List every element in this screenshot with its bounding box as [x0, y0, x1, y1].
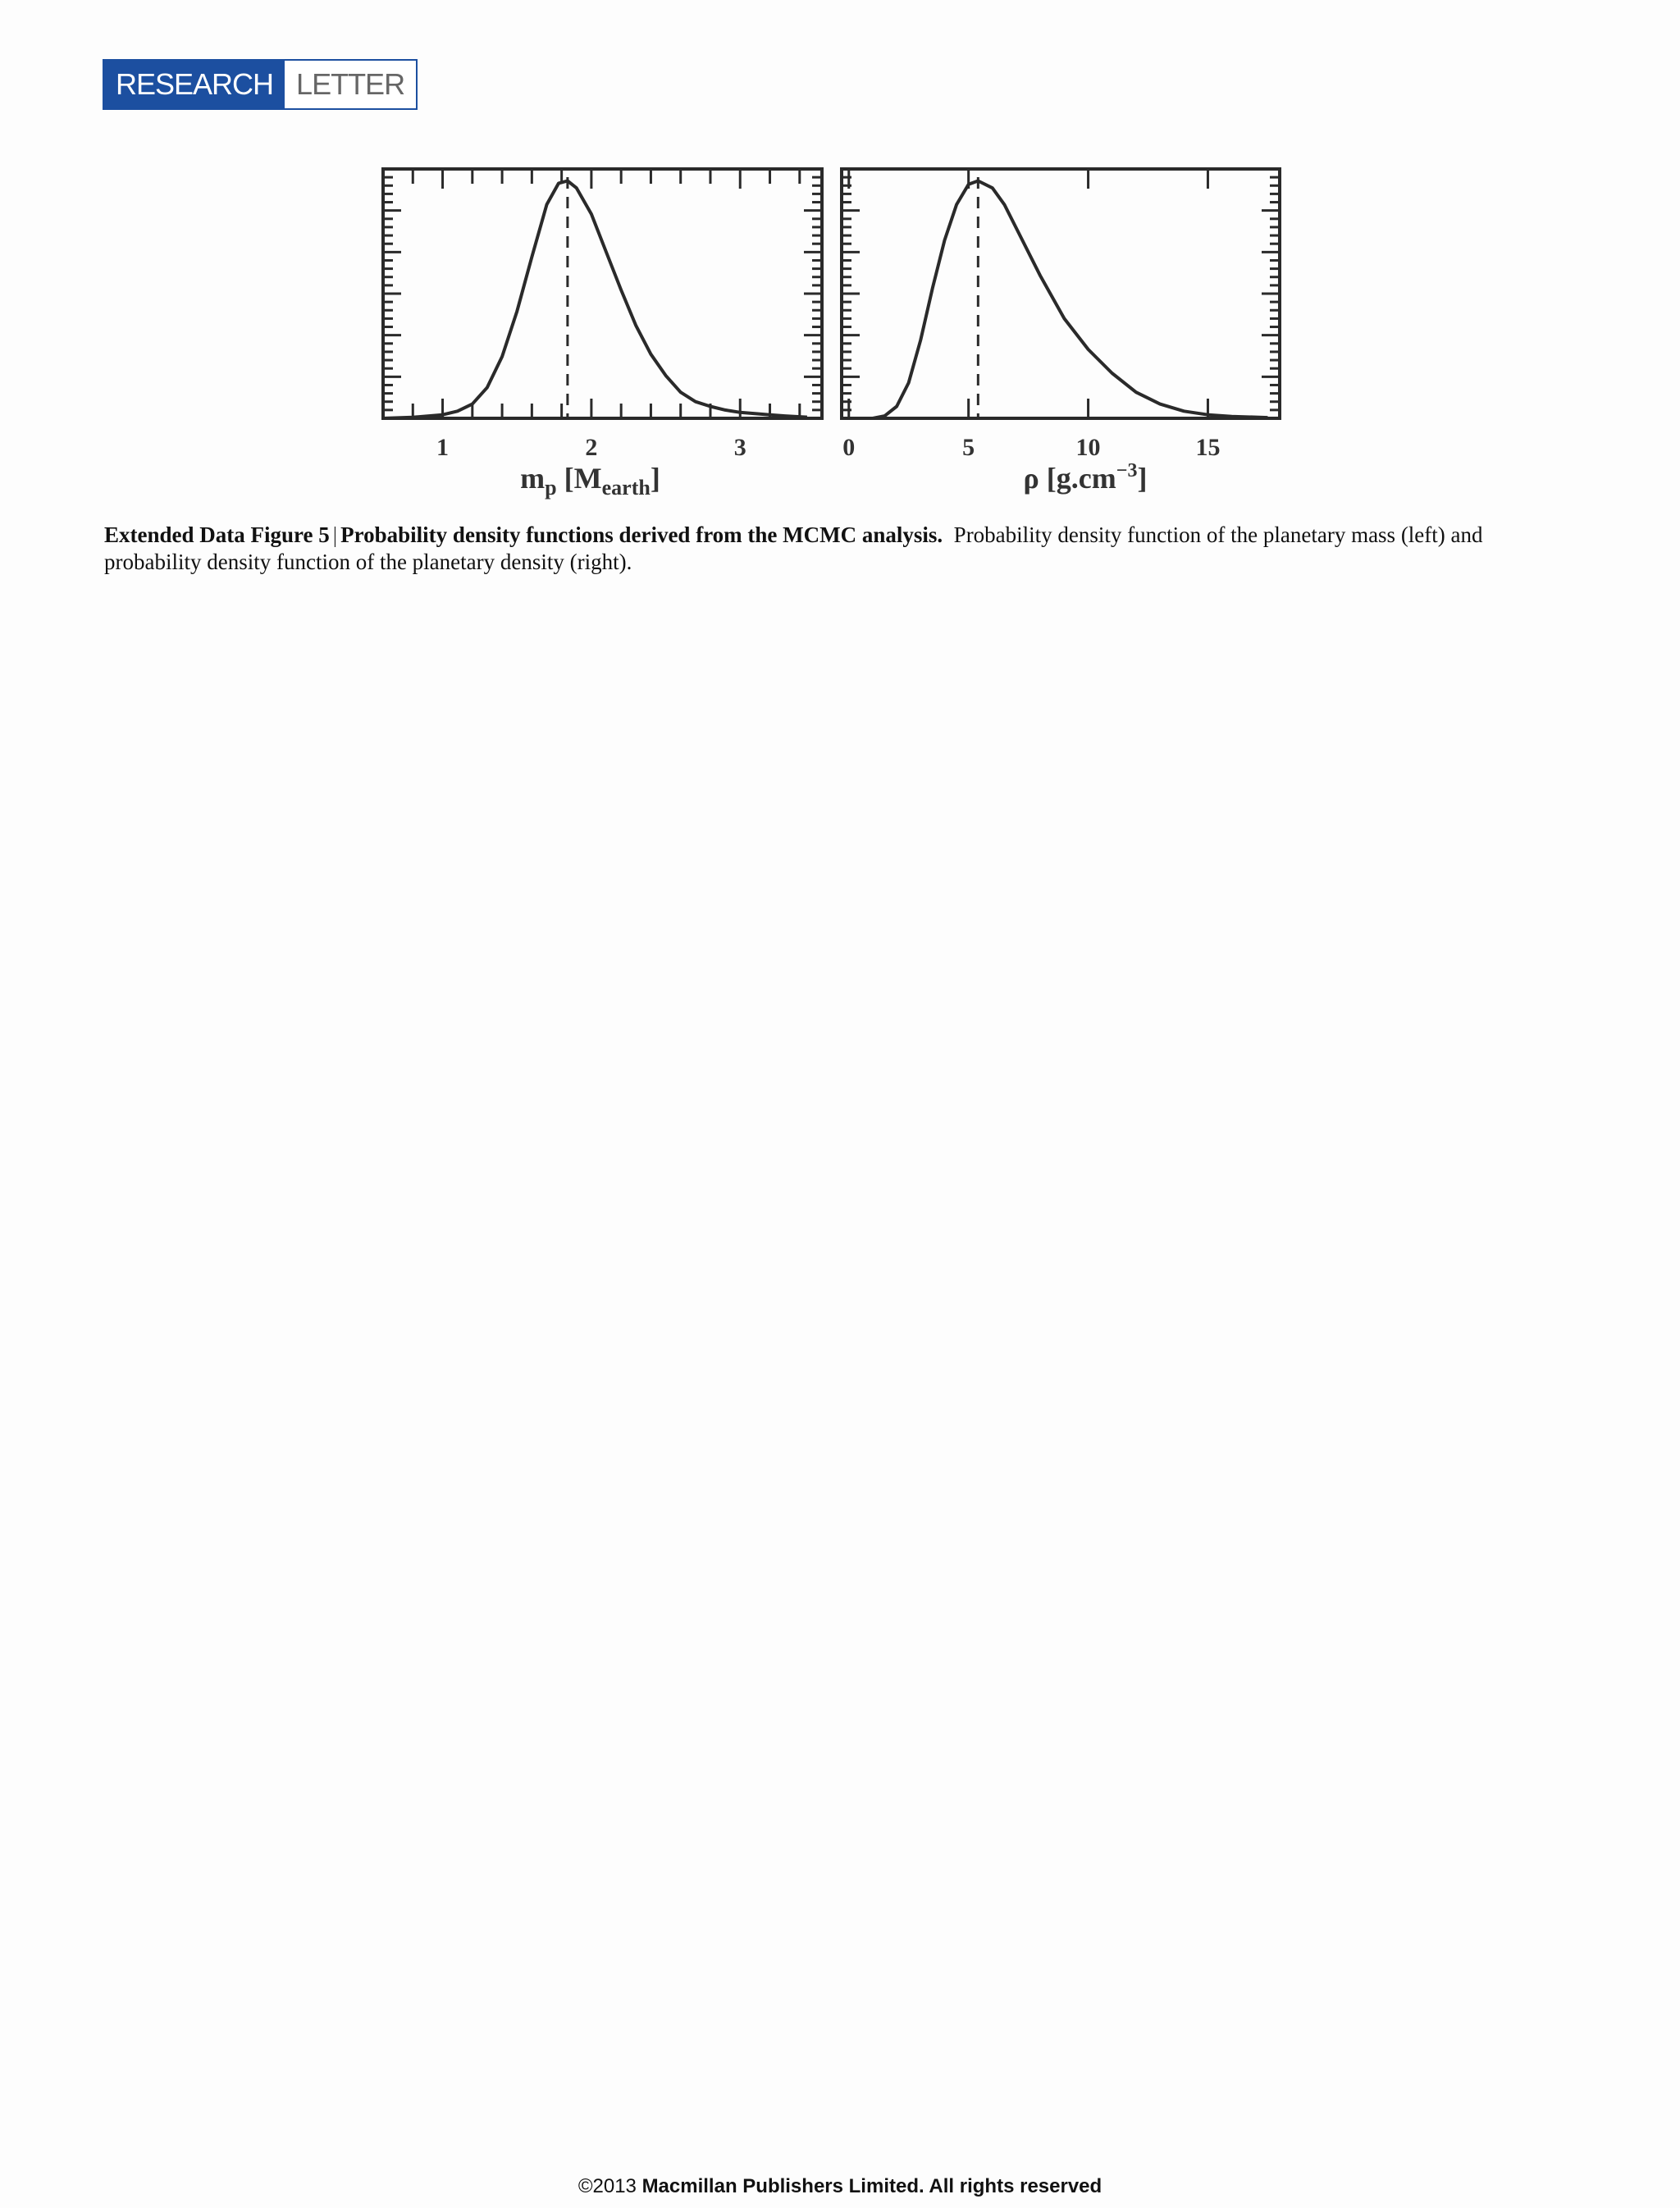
panel-1-axis-label: mp [Mearth]: [520, 462, 660, 500]
panel-2-tick-label: 10: [1075, 434, 1101, 461]
figure-svg: [0, 0, 1680, 525]
panel-2-tick-label: 15: [1195, 434, 1221, 461]
badge-research: RESEARCH: [104, 61, 285, 108]
panel-1-tick-label: 2: [585, 434, 598, 461]
copyright-year: ©2013: [578, 2175, 637, 2197]
panel-2-tick-label: 5: [962, 434, 975, 461]
panel-1-tick-label: 3: [733, 434, 746, 461]
badge-letter: LETTER: [285, 61, 416, 108]
panel-2-frame: [842, 169, 1280, 418]
figure-caption: [104, 522, 1581, 576]
panel-2-axis-label: ρ [g.cm−3]: [1023, 460, 1148, 495]
caption-title: Probability density functions derived from the MCMC analysis.: [340, 522, 943, 547]
copyright-footer: [0, 2175, 1680, 2198]
caption-label: Extended Data Figure 5: [104, 522, 330, 547]
figure-panels: [0, 0, 1680, 525]
caption-separator: |: [332, 522, 338, 547]
copyright-text: Macmillan Publishers Limited. All rights reserved: [641, 2175, 1102, 2197]
panel-2-pdf-curve: [849, 181, 1268, 419]
panel-2-tick-label: 0: [842, 434, 856, 461]
panel-1-frame: [383, 169, 822, 418]
panel-1-tick-label: 1: [436, 434, 450, 461]
caption-text: Probability density function of the planetary mass (left) and probability density function of the planetary density (right).: [104, 522, 1483, 574]
panel-1-pdf-curve: [383, 181, 807, 419]
